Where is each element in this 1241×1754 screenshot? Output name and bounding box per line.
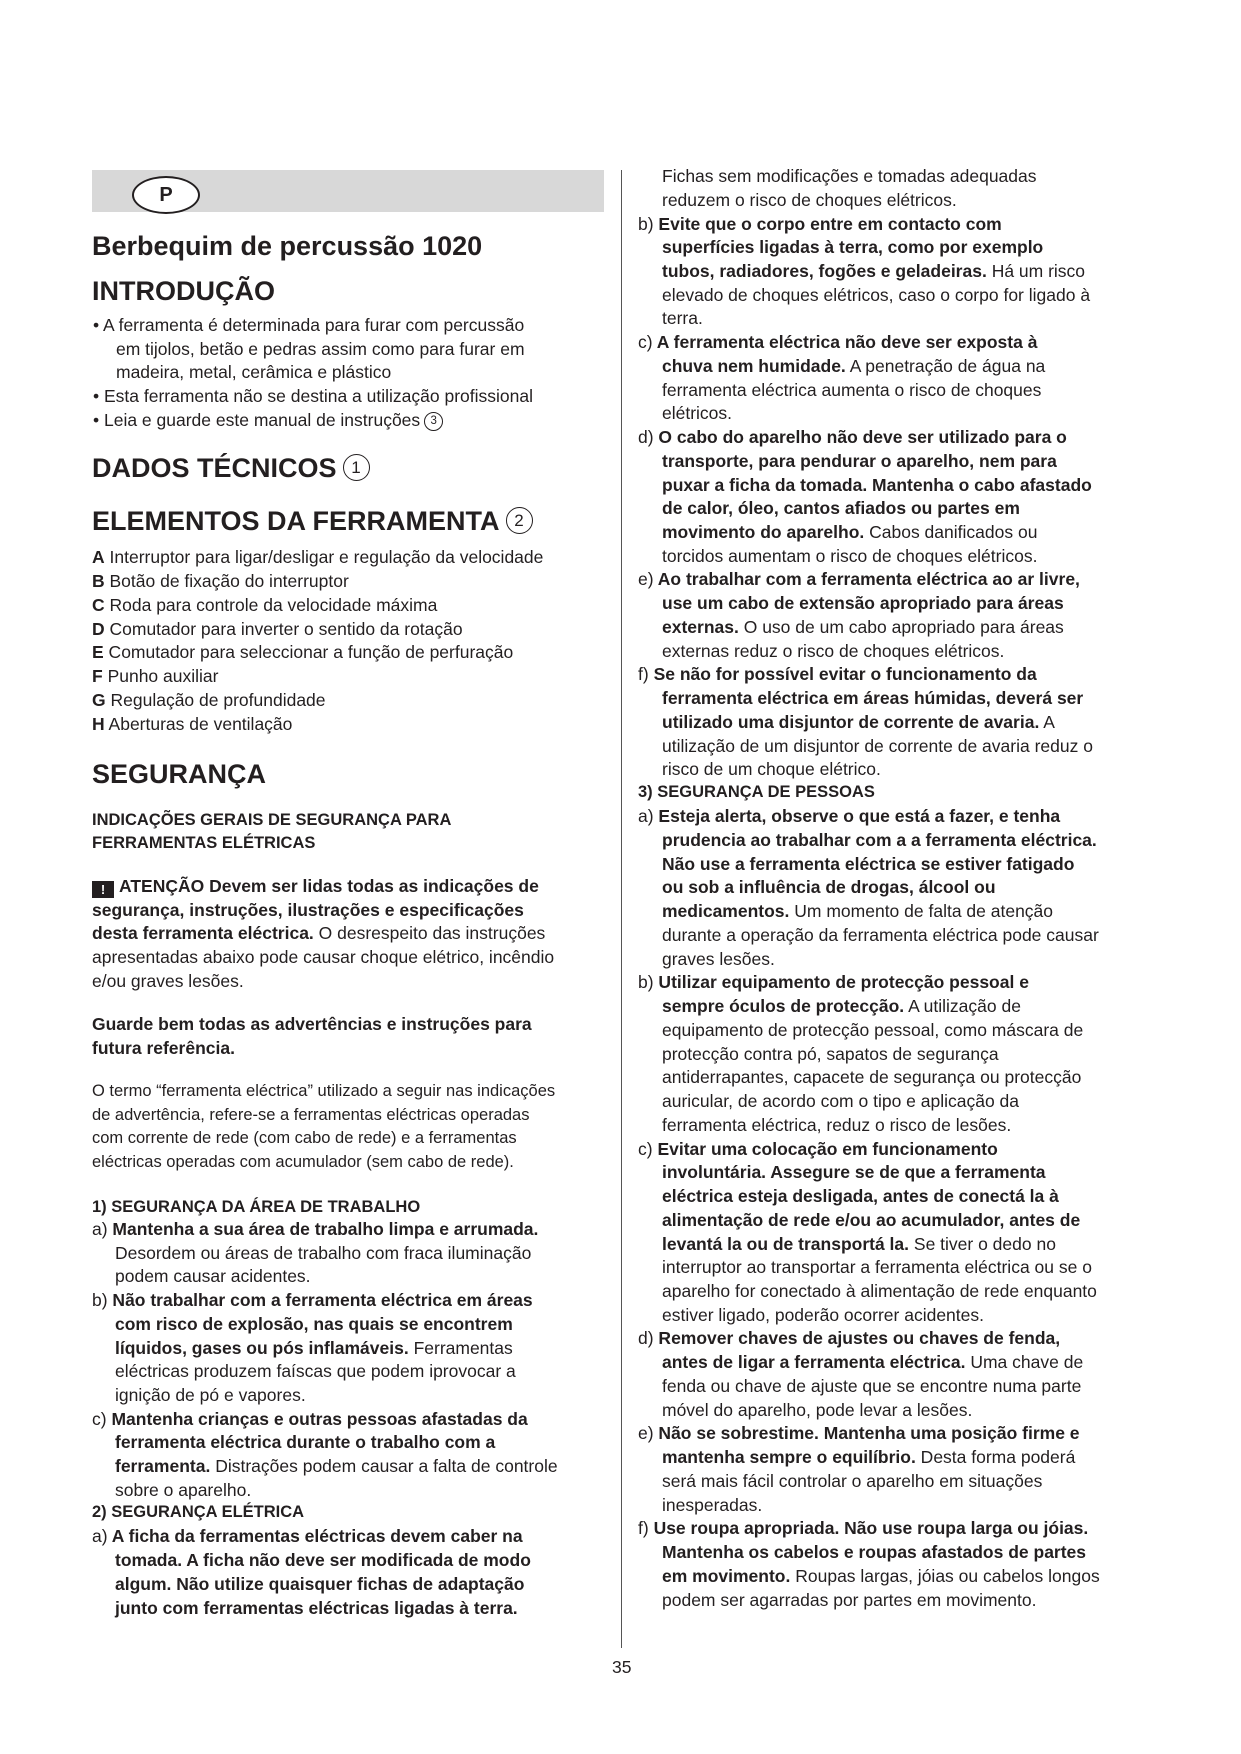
body-line: e/ou graves lesões. bbox=[92, 971, 244, 991]
heading-indicacoes: INDICAÇÕES GERAIS DE SEGURANÇA PARA bbox=[92, 811, 452, 829]
element-item: H Aberturas de ventilação bbox=[92, 714, 293, 734]
body-line: ferramenta eléctrica, reduz o risco de lesões. bbox=[662, 1115, 1012, 1135]
body-line: ferramenta eléctrica em áreas húmidas, deverá ser bbox=[662, 688, 1084, 708]
heading-indicacoes: FERRAMENTAS ELÉTRICAS bbox=[92, 834, 316, 852]
heading-elementos: ELEMENTOS DA FERRAMENTA 2 bbox=[92, 505, 533, 537]
intro-line: • A ferramenta é determinada para furar com percussão bbox=[93, 315, 525, 335]
body-line: c) Mantenha crianças e outras pessoas afastadas da bbox=[92, 1409, 528, 1429]
body-line: segurança, instruções, ilustrações e especificações bbox=[92, 900, 524, 920]
body-line: d) Remover chaves de ajustes ou chaves de fenda, bbox=[638, 1328, 1061, 1348]
figure-ref-1: 1 bbox=[343, 454, 370, 481]
body-line: e) Não se sobrestime. Mantenha uma posição firme e bbox=[638, 1423, 1080, 1443]
body-line: ferramenta eléctrica durante o trabalho com a bbox=[115, 1432, 496, 1452]
language-banner bbox=[92, 170, 604, 212]
body-line: e) Ao trabalhar com a ferramenta eléctrica ao ar livre, bbox=[638, 569, 1080, 589]
body-line: de advertência, refere-se a ferramentas eléctricas operadas bbox=[92, 1106, 530, 1124]
intro-line: madeira, metal, cerâmica e plástico bbox=[116, 362, 392, 382]
element-item: E Comutador para seleccionar a função de perfuração bbox=[92, 642, 514, 662]
body-line: podem causar acidentes. bbox=[115, 1266, 311, 1286]
body-line: utilização de um disjuntor de corrente de avaria reduz o bbox=[662, 736, 1093, 756]
body-line: tomada. A ficha não deve ser modificada de modo bbox=[115, 1550, 531, 1570]
page-number: 35 bbox=[612, 1657, 632, 1677]
intro-line: em tijolos, betão e pedras assim como para furar em bbox=[116, 339, 525, 359]
body-line: Não use a ferramenta eléctrica se estiver fatigado bbox=[662, 854, 1075, 874]
body-line: interruptor ao transportar a ferramenta eléctrica ou se o bbox=[662, 1257, 1092, 1277]
body-line: reduzem o risco de choques elétricos. bbox=[662, 190, 957, 210]
language-badge: P bbox=[132, 176, 200, 214]
body-line: tubos, radiadores, fogões e geladeiras. Há um risco bbox=[662, 261, 1086, 281]
body-line: c) A ferramenta eléctrica não deve ser exposta à bbox=[638, 332, 1038, 352]
body-line: medicamentos. Um momento de falta de atenção bbox=[662, 901, 1054, 921]
body-line: superfícies ligadas à terra, como por exemplo bbox=[662, 237, 1044, 257]
body-line: graves lesões. bbox=[662, 949, 775, 969]
body-line: equipamento de protecção pessoal, como máscara de bbox=[662, 1020, 1084, 1040]
document-title: Berbequim de percussão 1020 bbox=[92, 231, 483, 261]
body-line: externas. O uso de um cabo apropriado para áreas bbox=[662, 617, 1064, 637]
body-line: protecção contra pó, sapatos de segurança bbox=[662, 1044, 999, 1064]
body-line: alimentação de rede e/ou ao acumulador, antes de bbox=[662, 1210, 1081, 1230]
body-line: a) A ficha da ferramentas eléctricas devem caber na bbox=[92, 1526, 523, 1546]
body-line: externas reduz o risco de choques elétricos. bbox=[662, 641, 1005, 661]
body-line: antiderrapantes, capacete de segurança ou protecção bbox=[662, 1067, 1082, 1087]
section-heading: 2) SEGURANÇA ELÉTRICA bbox=[92, 1503, 305, 1521]
body-line: d) O cabo do aparelho não deve ser utilizado para o bbox=[638, 427, 1067, 447]
body-line: b) Não trabalhar com a ferramenta eléctrica em áreas bbox=[92, 1290, 533, 1310]
body-line: durante a operação da ferramenta eléctrica pode causar bbox=[662, 925, 1099, 945]
intro-line: • Leia e guarde este manual de instruções 3 bbox=[93, 409, 443, 431]
body-line: utilizado uma disjuntor de corrente de avaria. A bbox=[662, 712, 1055, 732]
element-item: F Punho auxiliar bbox=[92, 666, 219, 686]
body-line: algum. Não utilize quaisquer fichas de adaptação bbox=[115, 1574, 525, 1594]
body-line: mantenha sempre o equilíbrio. Desta forma poderá bbox=[662, 1447, 1076, 1467]
body-line: terra. bbox=[662, 308, 703, 328]
body-line: sobre o aparelho. bbox=[115, 1480, 252, 1500]
body-line: ou sob a influência de drogas, álcool ou bbox=[662, 877, 996, 897]
element-item: C Roda para controle da velocidade máxima bbox=[92, 595, 438, 615]
body-line: com corrente de rede (com cabo de rede) e a ferramentas bbox=[92, 1129, 517, 1147]
body-line: inesperadas. bbox=[662, 1495, 763, 1515]
body-line: podem ser agarradas por partes em movimento. bbox=[662, 1590, 1037, 1610]
body-line: elevado de choques elétricos, caso o corpo for ligado à bbox=[662, 285, 1091, 305]
body-line: eléctrica esteja desligada, antes de conectá la à bbox=[662, 1186, 1059, 1206]
figure-ref-2: 2 bbox=[506, 507, 533, 534]
body-line: ferramenta. Distrações podem causar a falta de controle bbox=[115, 1456, 558, 1476]
element-item: D Comutador para inverter o sentido da rotação bbox=[92, 619, 463, 639]
body-line: involuntária. Assegure se de que a ferramenta bbox=[662, 1162, 1046, 1182]
body-line: fenda ou chave de ajuste que se encontre numa parte bbox=[662, 1376, 1082, 1396]
body-line: sempre óculos de protecção. A utilização de bbox=[662, 996, 1021, 1016]
body-line: móvel do aparelho, pode levar a lesões. bbox=[662, 1400, 973, 1420]
body-line: f) Use roupa apropriada. Não use roupa larga ou jóias. bbox=[638, 1518, 1089, 1538]
body-line: f) Se não for possível evitar o funcionamento da bbox=[638, 664, 1037, 684]
body-line: em movimento. Roupas largas, jóias ou cabelos longos bbox=[662, 1566, 1100, 1586]
body-line: transporte, para pendurar o aparelho, nem para bbox=[662, 451, 1057, 471]
body-line: levantá la ou de transportá la. Se tiver o dedo no bbox=[662, 1234, 1056, 1254]
body-line: Guarde bem todas as advertências e instruções para bbox=[92, 1014, 532, 1034]
warning-triangle-icon: ! bbox=[92, 881, 114, 898]
body-line: Desordem ou áreas de trabalho com fraca iluminação bbox=[115, 1243, 532, 1263]
figure-ref-3: 3 bbox=[424, 412, 443, 431]
body-line: a) Mantenha a sua área de trabalho limpa e arrumada. bbox=[92, 1219, 539, 1239]
element-item: G Regulação de profundidade bbox=[92, 690, 326, 710]
body-line: torcidos aumentam o risco de choques elétricos. bbox=[662, 546, 1038, 566]
body-line: junto com ferramentas eléctricas ligadas à terra. bbox=[115, 1598, 518, 1618]
body-line: c) Evitar uma colocação em funcionamento bbox=[638, 1139, 998, 1159]
body-line: Fichas sem modificações e tomadas adequadas bbox=[662, 166, 1037, 186]
body-line: estiver ligado, poderão ocorrer acidentes. bbox=[662, 1305, 984, 1325]
heading-dados-tecnicos: DADOS TÉCNICOS 1 bbox=[92, 452, 370, 484]
body-line: com risco de explosão, nas quais se encontrem bbox=[115, 1314, 513, 1334]
heading-seguranca: SEGURANÇA bbox=[92, 759, 267, 789]
body-line: a) Esteja alerta, observe o que está a fazer, e tenha bbox=[638, 806, 1061, 826]
body-line: O termo “ferramenta eléctrica” utilizado a seguir nas indicações bbox=[92, 1082, 556, 1100]
intro-line: • Esta ferramenta não se destina a utilização profissional bbox=[93, 386, 533, 406]
body-line: líquidos, gases ou pós inflamáveis. Ferramentas bbox=[115, 1338, 513, 1358]
section-heading: 3) SEGURANÇA DE PESSOAS bbox=[638, 783, 875, 801]
column-divider bbox=[621, 170, 622, 1648]
body-line: auricular, de acordo com o tipo e aplicação da bbox=[662, 1091, 1020, 1111]
body-line: ferramenta eléctrica aumenta o risco de choques bbox=[662, 380, 1042, 400]
body-line: ! ATENÇÃO Devem ser lidas todas as indicações de bbox=[92, 875, 539, 898]
body-line: elétricos. bbox=[662, 403, 733, 423]
body-line: ignição de pó e vapores. bbox=[115, 1385, 306, 1405]
body-line: risco de um choque elétrico. bbox=[662, 759, 881, 779]
body-line: eléctricas produzem faíscas que podem iprovocar a bbox=[115, 1361, 516, 1381]
body-line: de calor, óleo, cantos afiados ou partes em bbox=[662, 498, 1020, 518]
body-line: b) Evite que o corpo entre em contacto com bbox=[638, 214, 1002, 234]
heading-introducao: INTRODUÇÃO bbox=[92, 276, 275, 306]
body-line: futura referência. bbox=[92, 1038, 235, 1058]
body-line: movimento do aparelho. Cabos danificados ou bbox=[662, 522, 1038, 542]
element-item: B Botão de fixação do interruptor bbox=[92, 571, 349, 591]
body-line: Mantenha os cabelos e roupas afastados de partes bbox=[662, 1542, 1087, 1562]
section-heading: 1) SEGURANÇA DA ÁREA DE TRABALHO bbox=[92, 1198, 421, 1216]
body-line: será mais fácil controlar o aparelho em situações bbox=[662, 1471, 1043, 1491]
element-item: A Interruptor para ligar/desligar e regulação da velocidade bbox=[92, 547, 544, 567]
body-line: aparelho for conectado à alimentação de rede enquanto bbox=[662, 1281, 1097, 1301]
body-line: b) Utilizar equipamento de protecção pessoal e bbox=[638, 972, 1029, 992]
body-line: eléctricas operadas com acumulador (sem cabo de rede). bbox=[92, 1153, 514, 1171]
body-line: puxar a ficha da tomada. Mantenha o cabo afastado bbox=[662, 475, 1092, 495]
body-line: use um cabo de extensão apropriado para áreas bbox=[662, 593, 1064, 613]
body-line: prudencia ao trabalhar com a a ferramenta eléctrica. bbox=[662, 830, 1097, 850]
body-line: desta ferramenta eléctrica. O desrespeito das instruções bbox=[92, 923, 546, 943]
body-line: apresentadas abaixo pode causar choque elétrico, incêndio bbox=[92, 947, 555, 967]
body-line: chuva nem humidade. A penetração de água na bbox=[662, 356, 1046, 376]
body-line: antes de ligar a ferramenta eléctrica. Uma chave de bbox=[662, 1352, 1084, 1372]
